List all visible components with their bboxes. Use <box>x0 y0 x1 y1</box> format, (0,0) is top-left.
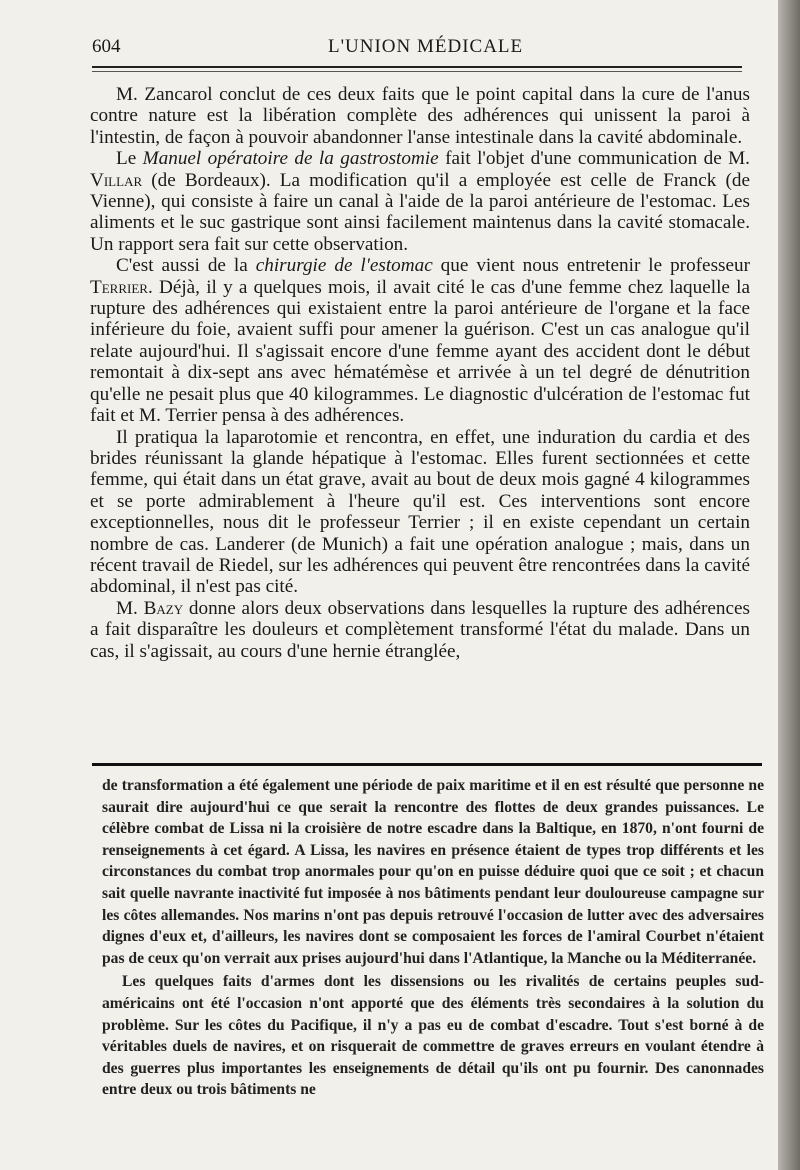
header-rule <box>92 66 742 68</box>
book-edge <box>778 0 800 1170</box>
text-run: . Déjà, il y a quelques mois, il avait cité le cas d'une femme chez laquelle la rupture des adhérences qui existaient entre la paroi antérieure de l'organe et la face inférieure du foie, avaient suffi pour amener la guérison. C'est un cas analogue qu'il relate aujourd'hui. Il s'agissait encore d'une femme ayant des accident dont le début remontait à dix-sept ans avec hématémèse et arrivée à un tel degré de dénutrition qu'elle ne pesait plus que 40 kilogrammes. Le diagnostic d'ulcération de l'estomac fut fait et M. Terrier pensa à des adhérences. <box>90 276 750 427</box>
text-run: fait l'objet d'une communication de M. <box>438 148 750 170</box>
feuilleton-paragraph-1: de transformation a été également une période de paix maritime et il en est résulté que personne ne saurait dire aujourd'hui ce que serait la rencontre des flottes de deux grandes puissances. Le célèbre combat de Lissa ni la croisière de notre escadre dans la Baltique, en 1870, n'ont fourni de renseignements à cet égard. A Lissa, les navires en présence étaient de types trop différents et les circonstances du combat trop anormales pour qu'on en puisse déduire quoi que ce soit ; et chacun sait quelle navrante inactivité fut imposée à nos bâtiments pendant leur douloureuse campagne sur les côtes allemandes. Nos marins n'ont pas depuis retrouvé l'occasion de lutter avec des adversaires dignes d'eux et, d'ailleurs, les navires dont se composaient les forces de l'amiral Courbet n'étaient pas de ceux qu'on verrait aux prises aujourd'hui dans l'Atlantique, la Manche ou la Méditerranée. <box>102 777 764 967</box>
text-run: (de Bordeaux). La modification qu'il a employée est celle de Franck (de Vienne), qui consiste à faire un canal à l'aide de la paroi antérieure de l'estomac. Les aliments et le suc gastrique sont ainsi facilement maintenus dans la cavité stomacale. Un rapport sera fait sur cette observation. <box>90 169 750 255</box>
main-article <box>90 84 750 662</box>
text-run: C'est aussi de la <box>116 255 256 277</box>
author-name: Terrier <box>90 276 148 298</box>
text-run: M. <box>116 597 144 619</box>
paragraph-villar <box>90 148 750 255</box>
header-rule-thin <box>92 71 742 72</box>
page-header <box>92 36 740 66</box>
text-run: que vient nous entretenir le professeur <box>432 255 750 277</box>
page-number: 604 <box>92 36 121 57</box>
italic-title: chirurgie de l'estomac <box>255 255 433 277</box>
feuilleton-paragraph-2: Les quelques faits d'armes dont les dissensions ou les rivalités de certains peuples sud-américains ont été l'occasion n'ont apporté que des éléments très secondaires à la solution du problème. Sur les côtes du Pacifique, il n'y a pas eu de combat d'escadre. Tout s'est borné à de véritables duels de navires, et on risquerait de commettre de graves erreurs en voulant étendre à des guerres plus importantes les enseignements de détail qu'ils ont pu fournir. Des canonnades entre deux ou trois bâtiments ne <box>102 973 764 1099</box>
running-title: L'UNION MÉDICALE <box>328 36 524 57</box>
paragraph-terrier <box>90 255 750 426</box>
italic-title: Manuel opératoire de la gastrostomie <box>142 148 439 170</box>
author-name: Bazy <box>143 597 184 619</box>
feuilleton-divider <box>92 763 762 766</box>
paragraph-zancarol: M. Zancarol conclut de ces deux faits que le point capital dans la cure de l'anus contre nature est la libération complète des adhérences qui unissent la paroi à l'intestin, de façon à pouvoir abandonner l'anse intestinale dans la cavité abdominale. <box>90 84 750 148</box>
text-run: donne alors deux observations dans lesquelles la rupture des adhérences a fait disparaître les douleurs et complètement transformé l'état du malade. Dans un cas, il s'agissait, au cours d'une hernie étranglée, <box>90 597 750 662</box>
text-run: Le <box>116 148 143 170</box>
feuilleton-section <box>102 775 764 1101</box>
paragraph-laparotomie: Il pratiqua la laparotomie et rencontra, en effet, une induration du cardia et des brides réunissant la glande hépatique à l'estomac. Elles furent sectionnées et cette femme, qui était dans un état grave, avait au bout de deux mois gagné 4 kilogrammes et se porte admirablement à l'heure qu'il est. Ces interventions sont encore exceptionnelles, nous dit le professeur Terrier ; il en existe cependant un certain nombre de cas. Landerer (de Munich) a fait une opération analogue ; mais, dans un récent travail de Riedel, sur les adhérences qui peuvent être rencontrées dans la cavité abdominal, il n'est pas cité. <box>90 426 750 598</box>
author-name: Villar <box>90 169 143 191</box>
paragraph-bazy <box>90 598 750 662</box>
